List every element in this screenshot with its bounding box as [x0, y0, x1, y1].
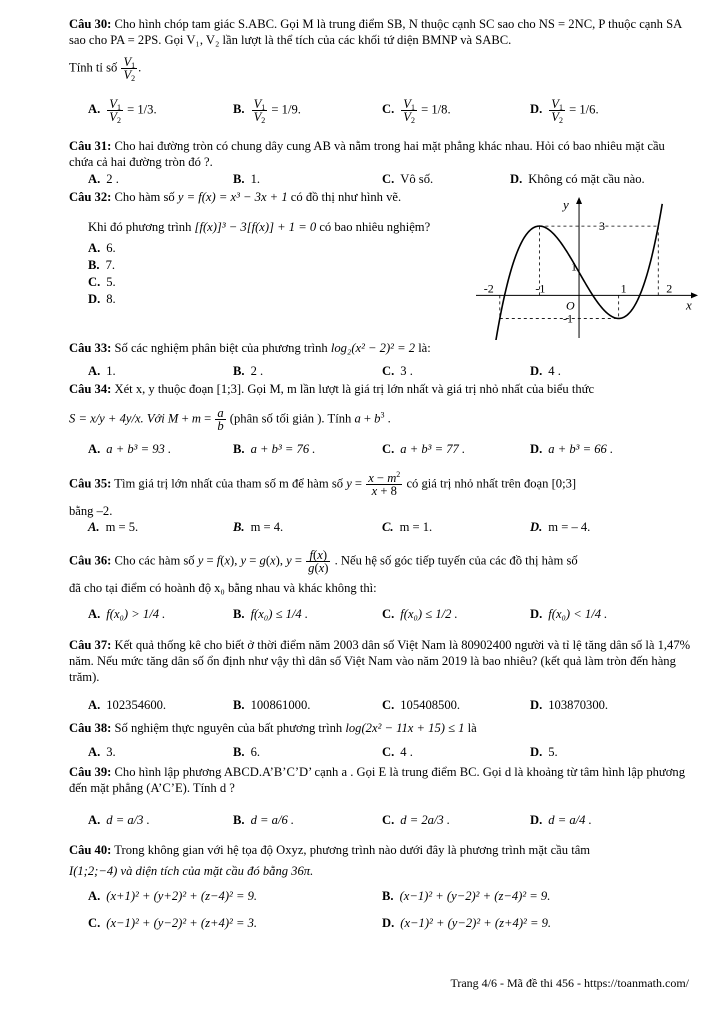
option-text: 1. — [106, 364, 116, 378]
option-33-b[interactable] — [233, 363, 263, 379]
option-32-c[interactable] — [88, 274, 116, 290]
question-31 — [69, 138, 691, 170]
option-text: 105408500. — [400, 698, 461, 712]
y-axis-label: y — [563, 197, 569, 212]
option-letter: C. — [382, 520, 394, 534]
option-37-a[interactable] — [88, 697, 166, 713]
option-letter: C. — [382, 364, 395, 378]
option-letter: B. — [233, 698, 245, 712]
question-35-line2 — [69, 503, 691, 519]
option-text: 6. — [250, 745, 261, 759]
option-34-b[interactable] — [233, 441, 315, 457]
option-letter: A. — [88, 889, 101, 903]
y-axis-arrow — [576, 197, 582, 204]
question-label: Câu 31: — [69, 139, 112, 153]
equation: [f(x)]³ − 3[f(x)] + 1 = 0 — [194, 220, 317, 234]
question-text: đã cho tại điểm có hoành độ x₀ bằng nhau và khác không thì: — [69, 581, 377, 595]
option-text: (x−1)² + (y−2)² + (z−4)² = 9. — [399, 889, 551, 903]
option-33-d[interactable] — [530, 363, 561, 379]
option-text: 3. — [106, 745, 116, 759]
page-footer: Trang 4/6 - Mã đề thi 456 - https://toanmath.com/ — [450, 976, 689, 990]
option-35-a[interactable] — [88, 519, 138, 535]
option-letter: B. — [233, 520, 245, 534]
option-text: (x−1)² + (y−2)² + (z+4)² = 3. — [106, 916, 258, 930]
x-axis-arrow — [691, 292, 698, 298]
option-letter: A. — [88, 102, 101, 117]
expression-s: S = x/y + 4y/x. Với — [69, 411, 165, 426]
option-36-d[interactable] — [530, 606, 607, 622]
option-39-c[interactable] — [382, 812, 450, 828]
question-38 — [69, 720, 691, 736]
question-text: Trong không gian với hệ tọa độ Oxyz, phương trình nào dưới đây là phương trình mặt cầu tâm — [114, 843, 591, 857]
option-letter: C. — [382, 813, 395, 827]
option-letter: D. — [382, 916, 395, 930]
option-35-c[interactable] — [382, 519, 432, 535]
question-39 — [69, 764, 691, 796]
cubic-graph — [470, 195, 700, 340]
option-36-b[interactable] — [233, 606, 308, 622]
option-34-c[interactable] — [382, 441, 465, 457]
option-text: 6. — [106, 241, 116, 255]
option-letter: A. — [88, 241, 101, 255]
option-text: m = 5. — [105, 520, 139, 534]
question-40 — [69, 842, 691, 858]
option-text: 5. — [106, 275, 116, 289]
question-text: Cho các hàm số — [114, 553, 195, 568]
question-label: Câu 32: — [69, 190, 112, 204]
option-letter: B. — [233, 102, 245, 117]
question-text: Số nghiệm thực nguyên của bất phương trình — [114, 721, 343, 735]
option-text: a + b³ = 77 . — [400, 442, 466, 456]
option-31-c[interactable] — [382, 171, 433, 187]
option-40-a[interactable] — [88, 888, 257, 904]
ratio-fraction: $\frac{V_1}{V_2}$ — [123, 55, 136, 83]
question-36-line2 — [69, 580, 691, 596]
equation: log₂(x² − 2)² = 2 — [330, 341, 416, 355]
option-31-a[interactable] — [88, 171, 119, 187]
option-text: d = 2a/3 . — [400, 813, 451, 827]
question-text: Cho hình chóp tam giác S.ABC. Gọi M là trung điểm SB, N thuộc cạnh SC sao cho NS = 2NC, P thuộc cạnh SA sao cho PA = 2PS. Gọi V₁, V₂ lần lượt là thể tích của các khối tứ diện BMNP và SABC. — [69, 17, 682, 47]
option-text: 1. — [250, 172, 261, 186]
x-tick-neg-2: -2 — [483, 281, 494, 296]
option-letter: D. — [510, 172, 523, 186]
option-30-c[interactable]: C. $\frac{V_1}{V_2}$ = 1/8. — [382, 97, 451, 125]
question-35: Câu 35: Tìm giá trị lớn nhất của tham số m để hàm số y = $\frac{x - m^2}{x + 8}$ có giá trị nhỏ nhất trên đoạn [0;3] — [69, 470, 577, 498]
x-axis-label: x — [686, 297, 692, 313]
option-36-a[interactable] — [88, 606, 165, 622]
option-letter: B. — [233, 745, 245, 759]
option-text: f(x₀) ≤ 1/2 . — [400, 607, 458, 621]
option-letter: D. — [530, 364, 543, 378]
question-text: Cho hình lập phương ABCD.A’B’C’D’ cạnh a . Gọi E là trung điểm BC. Gọi d là khoảng từ tâm hình lập phương đến mặt phẳng (A’C’E). Tính d ? — [69, 765, 685, 795]
option-35-d[interactable] — [530, 519, 590, 535]
option-text: a + b³ = 93 . — [106, 442, 172, 456]
option-letter: C. — [88, 275, 101, 289]
option-text: Không có mặt cầu nào. — [528, 172, 645, 186]
option-text: 3 . — [400, 364, 413, 378]
option-letter: B. — [382, 889, 394, 903]
x-tick-neg-1: -1 — [535, 281, 546, 296]
option-text: m = – 4. — [548, 520, 591, 534]
option-text: a + b³ = 66 . — [548, 442, 614, 456]
option-text: 100861000. — [250, 698, 311, 712]
option-text: a + b³ = 76 . — [250, 442, 316, 456]
question-label: Câu 39: — [69, 765, 112, 779]
option-text: d = a/3 . — [106, 813, 150, 827]
option-letter: A. — [88, 745, 101, 759]
option-text: (x+1)² + (y+2)² + (z−4)² = 9. — [106, 889, 258, 903]
option-text: 2 . — [106, 172, 119, 186]
y-tick-3: 3 — [599, 219, 606, 234]
option-text: 4 . — [548, 364, 561, 378]
y-tick-neg-1: -1 — [563, 311, 574, 326]
question-37 — [69, 637, 691, 685]
option-text: 103870300. — [548, 698, 609, 712]
option-letter: C. — [382, 607, 395, 621]
question-label: Câu 40: — [69, 843, 112, 857]
option-35-b[interactable] — [233, 519, 283, 535]
question-text: Số các nghiệm phân biệt của phương trình — [114, 341, 328, 355]
option-text: f(x₀) < 1/4 . — [548, 607, 608, 621]
question-text: Xét x, y thuộc đoạn [1;3]. Gọi M, m lần lượt là giá trị lớn nhất và giá trị nhỏ nhất của biểu thức — [114, 382, 595, 396]
option-letter: B. — [233, 442, 245, 456]
option-value: 1/6 — [579, 102, 596, 117]
option-32-d[interactable] — [88, 291, 116, 307]
option-letter: A. — [88, 442, 101, 456]
option-letter: C. — [382, 442, 395, 456]
question-33 — [69, 340, 691, 356]
option-40-c[interactable] — [88, 915, 257, 931]
question-32-line2 — [88, 219, 508, 235]
question-text-post: . Nếu hệ số góc tiếp tuyến của các đồ thị hàm số — [334, 553, 578, 568]
option-letter: A. — [88, 607, 101, 621]
option-letter: A. — [88, 364, 101, 378]
option-value: 1/8 — [431, 102, 448, 117]
option-text: 2 . — [250, 364, 264, 378]
option-letter: D. — [530, 102, 543, 117]
question-text: bằng –2. — [69, 504, 113, 518]
option-37-c[interactable] — [382, 697, 460, 713]
x-tick-2: 2 — [666, 281, 673, 296]
option-letter: B. — [233, 172, 245, 186]
option-38-b[interactable] — [233, 744, 260, 760]
option-31-b[interactable] — [233, 171, 260, 187]
question-34 — [69, 381, 691, 397]
question-text: Kết quả thống kê cho biết ở thời điểm năm 2003 dân số Việt Nam là 80902400 người và tỉ lệ tăng dân số là 1,47% năm. Nếu mức tăng dân số ổn định như vậy thì dân số Việt Nam vào năm 2019 là bao nhiêu? (kết quả làm tròn đến hàng trăm). — [69, 638, 691, 684]
question-text: Tìm giá trị lớn nhất của tham số m để hàm số — [114, 476, 344, 491]
option-37-b[interactable] — [233, 697, 310, 713]
option-letter: D. — [530, 745, 543, 759]
question-label: Câu 35: — [69, 476, 112, 491]
option-32-a[interactable] — [88, 240, 116, 256]
function-expression: y = f(x) = x³ − 3x + 1 — [177, 190, 288, 204]
option-31-d[interactable] — [510, 171, 645, 187]
option-text: f(x₀) > 1/4 . — [106, 607, 166, 621]
option-36-c[interactable] — [382, 606, 458, 622]
option-text: m = 1. — [399, 520, 433, 534]
option-letter: C. — [88, 916, 101, 930]
question-text-post: có bao nhiêu nghiệm? — [319, 220, 431, 234]
option-text: 4 . — [400, 745, 413, 759]
question-text-post: có đồ thị như hình vẽ. — [290, 190, 402, 204]
option-text: d = a/6 . — [250, 813, 295, 827]
question-40-line2 — [69, 863, 691, 879]
option-text: f(x₀) ≤ 1/4 . — [250, 607, 309, 621]
option-letter: B. — [233, 364, 245, 378]
option-34-d[interactable] — [530, 441, 613, 457]
question-text-post: là: — [418, 341, 431, 355]
option-value: 1/3 — [137, 102, 154, 117]
question-label: Câu 36: — [69, 553, 112, 568]
y-tick-1: 1 — [571, 259, 578, 274]
option-letter: D. — [530, 607, 543, 621]
x-tick-1: 1 — [620, 281, 627, 296]
option-letter: A. — [88, 172, 101, 186]
option-letter: A. — [88, 520, 100, 534]
option-text: 5. — [548, 745, 558, 759]
option-letter: D. — [530, 520, 543, 534]
option-letter: D. — [530, 698, 543, 712]
option-39-b[interactable] — [233, 812, 294, 828]
question-label: Câu 37: — [69, 638, 112, 652]
question-34-line2: S = x/y + 4y/x. Với M + m = $\frac{a}{b}$ (phân số tối giản ). Tính $a + b^3$ . — [69, 406, 391, 433]
ratio-text: Tính tỉ số — [69, 60, 118, 75]
question-text-mid: có giá trị nhỏ nhất trên đoạn — [406, 476, 549, 491]
option-letter: C. — [382, 172, 395, 186]
question-text: Cho hàm số — [114, 190, 175, 204]
option-40-d[interactable] — [382, 915, 551, 931]
question-36: Câu 36: Cho các hàm số y = f(x), y = g(x), y = $\frac{f(x)}{g(x)}$ . Nếu hệ số góc tiếp tuyến của các đồ thị hàm số — [69, 548, 578, 575]
option-letter: A. — [88, 813, 101, 827]
interval: [0;3] — [551, 476, 577, 491]
option-32-b[interactable] — [88, 257, 115, 273]
question-30-ratio: Tính tỉ số $\frac{V_1}{V_2}$ . — [69, 55, 142, 83]
option-33-a[interactable] — [88, 363, 116, 379]
option-40-b[interactable] — [382, 888, 550, 904]
question-text-post: (phân số tối giản ). Tính — [229, 411, 352, 426]
question-label: Câu 30: — [69, 17, 112, 31]
option-text: d = a/4 . — [548, 813, 592, 827]
option-39-d[interactable] — [530, 812, 592, 828]
option-30-a[interactable]: A. $\frac{V_1}{V_2}$ = 1/3. — [88, 97, 157, 125]
option-38-c[interactable] — [382, 744, 413, 760]
option-letter: B. — [233, 813, 245, 827]
question-text-post: là — [467, 721, 477, 735]
option-letter: D. — [530, 442, 543, 456]
option-text: (x−1)² + (y−2)² + (z+4)² = 9. — [400, 916, 552, 930]
option-37-d[interactable] — [530, 697, 608, 713]
equation: log(2x² − 11x + 15) ≤ 1 — [345, 721, 465, 735]
option-letter: C. — [382, 698, 395, 712]
option-letter: D. — [530, 813, 543, 827]
question-text: I(1;2;−4) và diện tích của mặt cầu đó bằng 36π. — [69, 864, 314, 878]
option-letter: C. — [382, 102, 395, 117]
question-30 — [69, 16, 691, 48]
option-30-d[interactable]: D. $\frac{V_1}{V_2}$ = 1/6. — [530, 97, 599, 125]
option-33-c[interactable] — [382, 363, 413, 379]
option-value: 1/9 — [281, 102, 298, 117]
option-39-a[interactable] — [88, 812, 150, 828]
option-text: m = 4. — [250, 520, 284, 534]
option-34-a[interactable] — [88, 441, 171, 457]
question-text: Khi đó phương trình — [88, 220, 192, 234]
question-text: Cho hai đường tròn có chung dây cung AB và nằm trong hai mặt phẳng khác nhau. Hỏi có bao nhiêu mặt cầu chứa cả hai đường tròn đó ?. — [69, 139, 665, 169]
option-38-d[interactable] — [530, 744, 558, 760]
option-text: 7. — [105, 258, 116, 272]
option-38-a[interactable] — [88, 744, 116, 760]
option-letter: B. — [88, 258, 100, 272]
option-letter: A. — [88, 698, 101, 712]
option-letter: C. — [382, 745, 395, 759]
option-text: 102354600. — [106, 698, 167, 712]
option-letter: D. — [88, 292, 101, 306]
question-label: Câu 34: — [69, 382, 112, 396]
origin-label: O — [566, 298, 575, 313]
option-text: 8. — [106, 292, 116, 306]
option-letter: B. — [233, 607, 245, 621]
question-label: Câu 33: — [69, 341, 112, 355]
option-30-b[interactable]: B. $\frac{V_1}{V_2}$ = 1/9. — [233, 97, 301, 125]
question-label: Câu 38: — [69, 721, 112, 735]
option-text: Vô số. — [400, 172, 434, 186]
